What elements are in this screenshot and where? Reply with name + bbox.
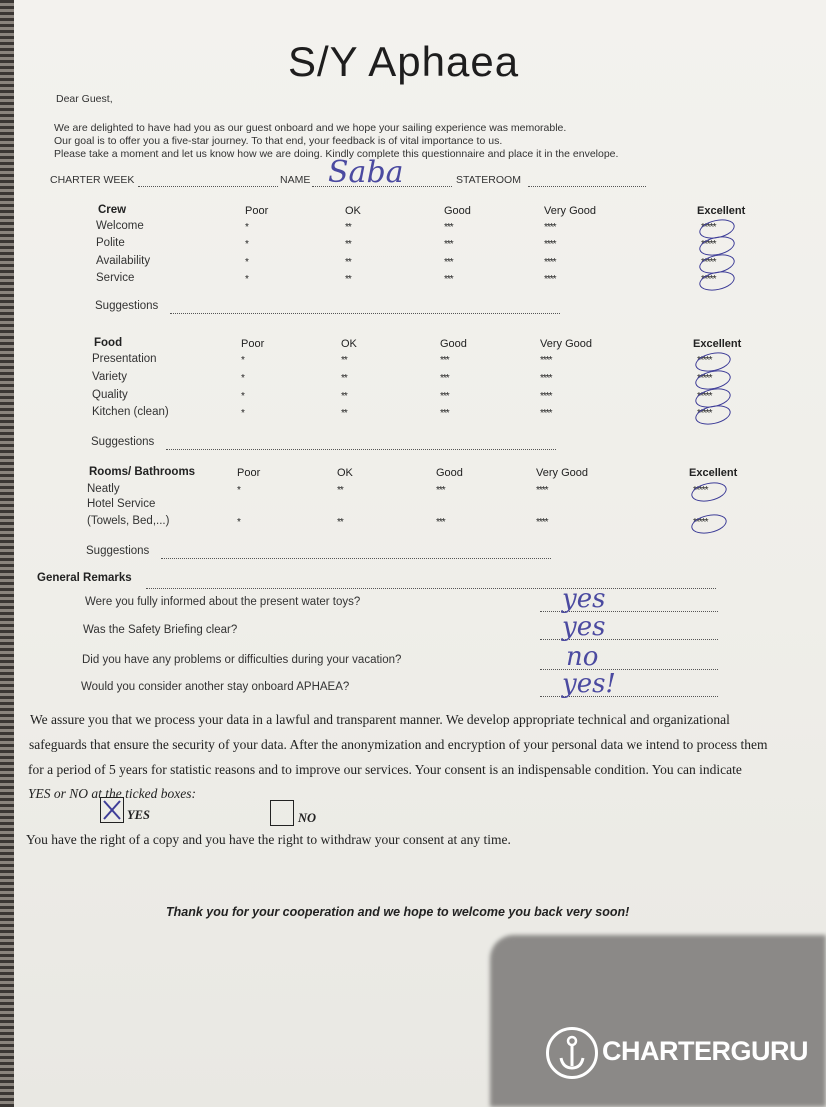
intro-line-2: Our goal is to offer you a five-star journey. To that end, your feedback is of vital importance to us. xyxy=(54,135,503,147)
rating-option-2[interactable]: ** xyxy=(341,355,347,366)
suggestions-label: Suggestions xyxy=(86,545,150,557)
intro-line-1: We are delighted to have had you as our guest onboard and we hope your sailing experience was memorable. xyxy=(54,122,567,134)
rating-option-4[interactable]: **** xyxy=(536,517,548,528)
rating-option-3[interactable]: *** xyxy=(444,239,453,250)
yes-label: YES xyxy=(127,808,150,822)
rating-item-label: Presentation xyxy=(92,353,157,365)
name-label: NAME xyxy=(280,174,311,186)
rating-item-label: Hotel Service xyxy=(87,498,156,510)
rating-option-3[interactable]: *** xyxy=(436,485,445,496)
rating-option-5[interactable]: ***** xyxy=(701,274,716,285)
rating-option-4[interactable]: **** xyxy=(536,485,548,496)
rating-option-1[interactable]: * xyxy=(241,391,244,402)
rating-option-1[interactable]: * xyxy=(241,408,244,419)
rating-item-label: Neatly xyxy=(87,483,120,495)
rating-option-2[interactable]: ** xyxy=(337,485,343,496)
rating-option-3[interactable]: *** xyxy=(440,373,449,384)
rating-option-4[interactable]: **** xyxy=(544,274,556,285)
rating-item-label: Polite xyxy=(96,237,125,249)
page-title: S/Y Aphaea xyxy=(288,38,520,85)
rating-item-label: Availability xyxy=(96,255,151,267)
scale-header-good: Good xyxy=(436,467,463,479)
scale-header-excellent: Excellent xyxy=(689,467,738,479)
rating-option-3[interactable]: *** xyxy=(440,408,449,419)
remark-answer-handwriting: yes xyxy=(562,584,606,614)
rating-item-label: Welcome xyxy=(96,220,144,232)
rating-option-2[interactable]: ** xyxy=(341,408,347,419)
rating-option-2[interactable]: ** xyxy=(341,391,347,402)
rating-option-5[interactable]: ***** xyxy=(697,373,712,384)
scale-header-very-good: Very Good xyxy=(544,205,596,217)
rating-option-4[interactable]: **** xyxy=(540,373,552,384)
rating-option-2[interactable]: ** xyxy=(345,257,351,268)
rating-option-1[interactable]: * xyxy=(237,517,240,528)
rating-option-3[interactable]: *** xyxy=(444,257,453,268)
suggestions-field[interactable] xyxy=(161,557,551,559)
rating-option-5[interactable]: ***** xyxy=(697,408,712,419)
rating-option-4[interactable]: **** xyxy=(544,239,556,250)
rating-option-1[interactable]: * xyxy=(237,485,240,496)
thank-you-text: Thank you for your cooperation and we hope to welcome you back very soon! xyxy=(166,905,630,919)
section-title: Food xyxy=(94,337,123,349)
yes-checkbox[interactable] xyxy=(100,797,124,823)
rating-item-label: Service xyxy=(96,272,135,284)
rating-option-3[interactable]: *** xyxy=(440,355,449,366)
rating-option-5[interactable]: ***** xyxy=(693,485,708,496)
rating-option-1[interactable]: * xyxy=(241,355,244,366)
rating-item-label: Quality xyxy=(92,389,128,401)
remark-question: Were you fully informed about the present water toys? xyxy=(85,596,361,608)
scale-header-ok: OK xyxy=(345,205,361,217)
rating-option-1[interactable]: * xyxy=(241,373,244,384)
rating-option-3[interactable]: *** xyxy=(444,222,453,233)
suggestions-field[interactable] xyxy=(170,312,560,314)
name-handwriting: Saba xyxy=(328,155,404,190)
general-remarks-title: General Remarks xyxy=(37,572,132,584)
rating-option-2[interactable]: ** xyxy=(345,222,351,233)
scale-header-good: Good xyxy=(444,205,471,217)
rating-option-1[interactable]: * xyxy=(245,239,248,250)
rating-option-5[interactable]: ***** xyxy=(701,239,716,250)
watermark-logo: CHARTERGURU xyxy=(602,1036,808,1066)
rating-option-5[interactable]: ***** xyxy=(697,391,712,402)
rating-option-3[interactable]: *** xyxy=(440,391,449,402)
no-checkbox[interactable] xyxy=(270,800,294,826)
scale-header-ok: OK xyxy=(341,338,357,350)
rating-option-5[interactable]: ***** xyxy=(701,257,716,268)
rating-option-1[interactable]: * xyxy=(245,222,248,233)
scale-header-ok: OK xyxy=(337,467,353,479)
scale-header-poor: Poor xyxy=(245,205,269,217)
remark-question: Did you have any problems or difficulties during your vacation? xyxy=(82,654,402,666)
rating-option-1[interactable]: * xyxy=(245,274,248,285)
intro-line-3: Please take a moment and let us know how we are doing. Kindly complete this questionnaire and place it in the envelope. xyxy=(54,148,619,160)
remark-answer-handwriting: yes xyxy=(562,612,606,642)
remark-answer-handwriting: no xyxy=(566,642,599,672)
rating-option-4[interactable]: **** xyxy=(544,222,556,233)
rating-option-3[interactable]: *** xyxy=(436,517,445,528)
rating-item-label: Variety xyxy=(92,371,127,383)
section-title: Crew xyxy=(98,204,127,216)
suggestions-label: Suggestions xyxy=(91,436,155,448)
scale-header-very-good: Very Good xyxy=(540,338,592,350)
rating-option-4[interactable]: **** xyxy=(544,257,556,268)
rating-option-5[interactable]: ***** xyxy=(701,222,716,233)
suggestions-label: Suggestions xyxy=(95,300,159,312)
rights-text: You have the right of a copy and you have the right to withdraw your consent at any time. xyxy=(26,832,511,847)
remark-answer-handwriting: yes! xyxy=(562,669,616,699)
rating-option-2[interactable]: ** xyxy=(341,373,347,384)
rating-option-2[interactable]: ** xyxy=(345,274,351,285)
rating-option-2[interactable]: ** xyxy=(345,239,351,250)
remark-question: Would you consider another stay onboard APHAEA? xyxy=(81,681,350,693)
consent-line-1: We assure you that we process your data in a lawful and transparent manner. We develop appropriate technical and organizational xyxy=(30,712,730,727)
scale-header-poor: Poor xyxy=(237,467,261,479)
scale-header-excellent: Excellent xyxy=(697,205,746,217)
general-remarks-field[interactable] xyxy=(146,587,716,589)
remark-question: Was the Safety Briefing clear? xyxy=(83,624,238,636)
charter-week-label: CHARTER WEEK xyxy=(50,174,135,186)
scale-header-excellent: Excellent xyxy=(693,338,742,350)
hand-shadow xyxy=(490,935,826,1107)
stateroom-label: STATEROOM xyxy=(456,174,521,186)
scale-header-good: Good xyxy=(440,338,467,350)
suggestions-field[interactable] xyxy=(166,448,556,450)
rating-option-4[interactable]: **** xyxy=(540,391,552,402)
charter-week-field[interactable] xyxy=(138,185,278,187)
scale-header-very-good: Very Good xyxy=(536,467,588,479)
x-mark-icon xyxy=(101,798,123,822)
section-title: Rooms/ Bathrooms xyxy=(89,466,196,478)
rating-option-4[interactable]: **** xyxy=(540,408,552,419)
rating-option-3[interactable]: *** xyxy=(444,274,453,285)
rating-item-label: (Towels, Bed,...) xyxy=(87,515,170,527)
rating-option-4[interactable]: **** xyxy=(540,355,552,366)
no-label: NO xyxy=(298,811,317,825)
consent-line-4: YES or NO at the ticked boxes: xyxy=(28,786,196,801)
anchor-icon xyxy=(546,1027,598,1079)
rating-option-5[interactable]: ***** xyxy=(697,355,712,366)
rating-option-1[interactable]: * xyxy=(245,257,248,268)
stateroom-field[interactable] xyxy=(528,185,646,187)
consent-line-3: for a period of 5 years for statistic reasons and to improve our services. Your consent is an indispensable condition. You can indicate xyxy=(28,762,742,777)
rating-option-2[interactable]: ** xyxy=(337,517,343,528)
scale-header-poor: Poor xyxy=(241,338,265,350)
rating-item-label: Kitchen (clean) xyxy=(92,406,169,418)
greeting: Dear Guest, xyxy=(56,93,113,105)
rating-option-5[interactable]: ***** xyxy=(693,517,708,528)
consent-line-2: safeguards that ensure the security of your data. After the anonymization and encryption of your personal data we intend to process them xyxy=(29,737,768,752)
